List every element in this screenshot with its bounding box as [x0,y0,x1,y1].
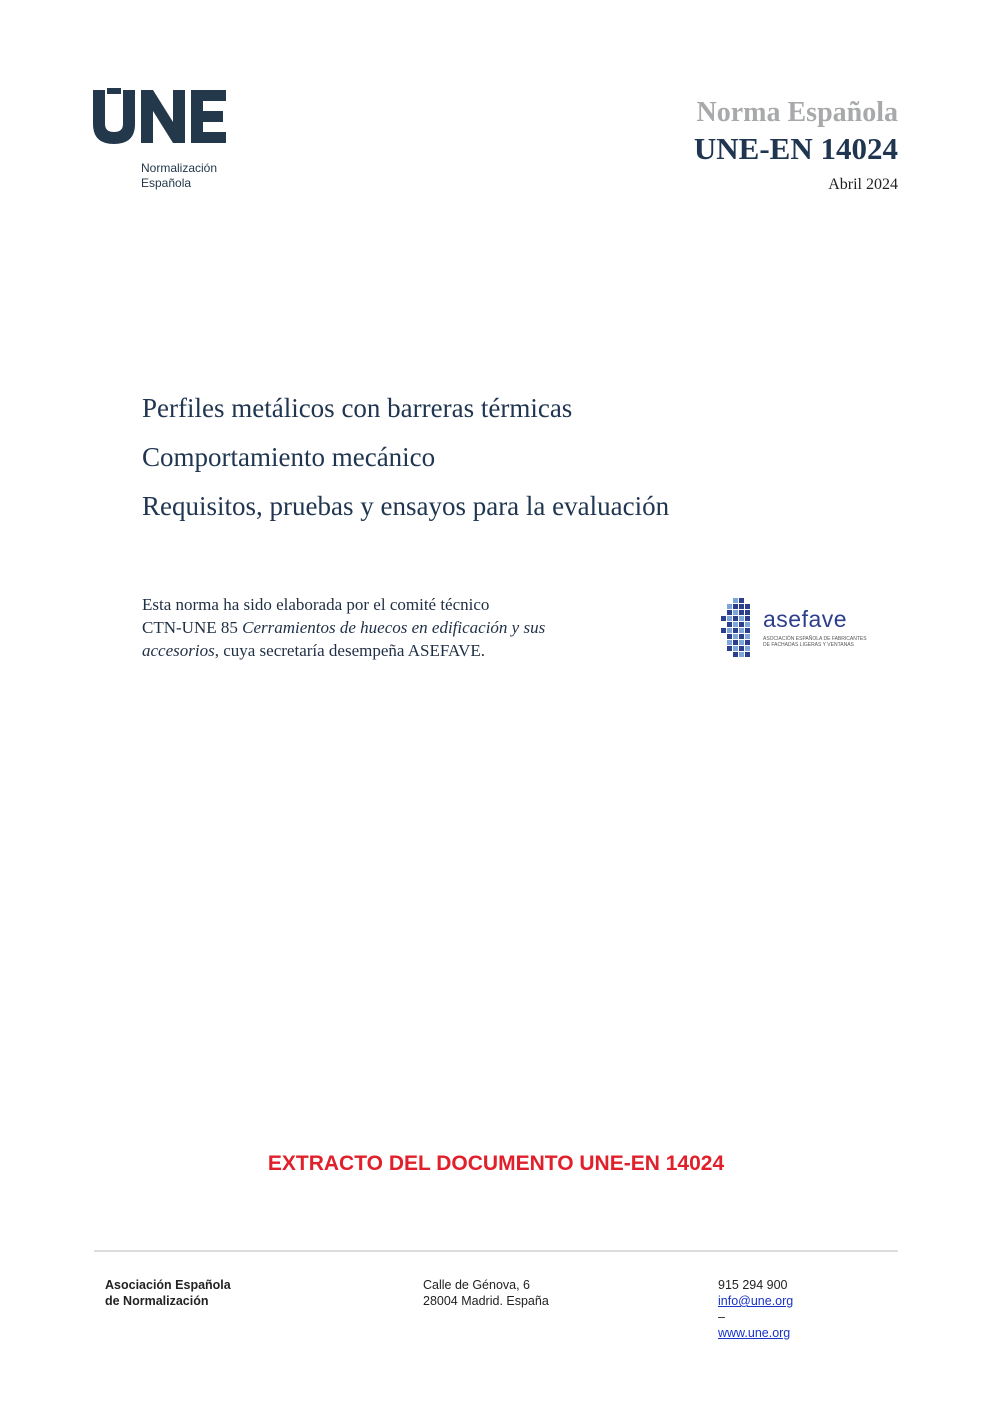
committee-line-1: Esta norma ha sido elaborada por el comité técnico [142,595,490,614]
title-line-2: Comportamiento mecánico [142,442,436,472]
footer-org-line2: de Normalización [105,1294,209,1308]
committee-name-part2: accesorios [142,641,215,660]
footer-organization [105,1277,231,1309]
committee-secretariat: , cuya secretaría desempeña ASEFAVE. [214,641,486,660]
footer-org-line1: Asociación Española [105,1278,231,1292]
extract-notice: EXTRACTO DEL DOCUMENTO UNE-EN 14024 [267,1152,725,1175]
standard-label: Norma Española [696,97,898,128]
une-logo-subtitle-line2: Española [141,176,192,190]
standard-code: UNE-EN 14024 [693,131,898,166]
footer-divider [94,1250,898,1252]
une-logo [93,88,243,198]
title-line-1: Perfiles metálicos con barreras térmicas [142,393,573,423]
standard-titles [142,384,669,531]
footer-links [718,1293,793,1341]
asefave-logo [719,598,879,662]
une-logo-mark-icon [93,88,227,144]
asefave-building-icon [719,598,759,660]
footer-phone: 915 294 900 [718,1278,788,1292]
footer-address-line1: Calle de Génova, 6 [423,1278,531,1292]
footer-website-link[interactable]: www.une.org [718,1326,791,1340]
standard-header [694,96,898,194]
asefave-logo-name: asefave [763,606,848,632]
committee-line-2 [142,616,662,639]
title-line-3: Requisitos, pruebas y ensayos para la evaluación [142,491,670,521]
committee-code: CTN-UNE 85 [142,618,238,637]
une-logo-subtitle [141,161,217,191]
footer-contact [718,1277,793,1341]
une-logo-subtitle-line1: Normalización [141,161,218,175]
footer-link-separator: – [718,1310,725,1324]
committee-statement [142,593,662,662]
asefave-logo-subtitle-line1: ASOCIACIÓN ESPAÑOLA DE FABRICANTES [763,636,867,642]
committee-name-part1: Cerramientos de huecos en edificación y sus [242,618,546,637]
footer-address-line2: 28004 Madrid. España [423,1294,549,1308]
asefave-logo-subtitle-line2: DE FACHADAS LIGERAS Y VENTANAS [763,642,854,648]
committee-line-3 [142,639,662,662]
footer-address [423,1277,549,1309]
footer-email-link[interactable]: info@une.org [718,1294,794,1308]
standard-date: Abril 2024 [828,176,898,193]
asefave-logo-subtitle [763,636,881,648]
